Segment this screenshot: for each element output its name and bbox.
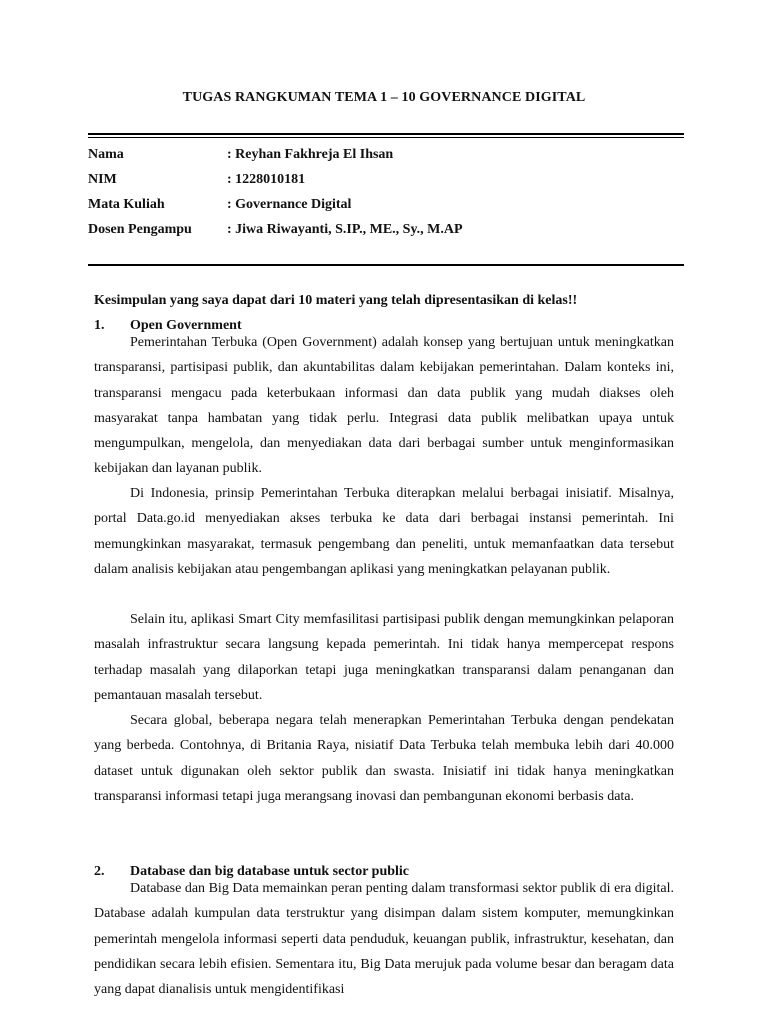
paragraph: Di Indonesia, prinsip Pemerintahan Terbuka diterapkan melalui berbagai inisiatif. Misalnya, portal Data.go.id menyediakan akses terbuka ke data dari berbagai instansi pemerintah. Ini memungkinkan masyarakat, termasuk pengembang dan peneliti, untuk memanfaatkan data tersebut dalam analisis kebijakan atau pengembangan aplikasi yang meningkatkan pelayanan publik. [94,486,674,577]
header-double-rule-bottom [88,137,684,138]
paragraph: Secara global, beberapa negara telah menerapkan Pemerintahan Terbuka dengan pendekatan yang berbeda. Contohnya, di Britania Raya, nisiatif Data Terbuka telah membuka lebih dari 40.000 dataset untuk digunakan oleh sektor publik dan swasta. Inisiatif ini tidak hanya meningkatkan transparansi informasi tetapi juga merangsang inovasi dan pembangunan ekonomi berbasis data. [94,713,674,804]
section-number: 1. [94,318,105,333]
info-row-mata-kuliah [88,192,463,217]
summary-heading: Kesimpulan yang saya dapat dari 10 materi yang telah dipresentasikan di kelas!! [94,293,578,308]
section-title-text: Database dan big database untuk sector public [130,864,410,879]
paragraph: Database dan Big Data memainkan peran penting dalam transformasi sektor publik di era digital. Database adalah kumpulan data terstruktur yang disimpan dalam sistem komputer, memungkinkan pemerintah mengelola informasi seperti data penduduk, keuangan publik, infrastruktur, kesehatan, dan pendidikan secara lebih efisien. Sementara itu, Big Data merujuk pada volume besar dan beragam data yang dapat dianalisis untuk mengidentifikasi [94,881,674,998]
document-title: TUGAS RANGKUMAN TEMA 1 – 10 GOVERNANCE DIGITAL [182,90,586,105]
info-label: Mata Kuliah [88,197,165,212]
paragraph: Selain itu, aplikasi Smart City memfasilitasi partisipasi publik dengan memungkinkan pelaporan masalah infrastruktur secara langsung kepada pemerintah. Ini tidak hanya mempercepat respons terhadap masalah yang dilaporkan tetapi juga meningkatkan transparansi dalam penanganan dan pemantauan masalah tersebut. [94,612,674,703]
student-info-block [88,142,463,242]
info-label: Nama [88,147,124,162]
info-value: : 1228010181 [227,172,306,187]
paragraph: Pemerintahan Terbuka (Open Government) adalah konsep yang bertujuan untuk meningkatkan transparansi, partisipasi publik, dan akuntabilitas dalam kebijakan pemerintahan. Dalam konteks ini, transparansi mengacu pada keterbukaan informasi dan data publik yang mudah diakses oleh masyarakat tanpa hambatan yang tidak perlu. Integrasi data publik melibatkan upaya untuk mengumpulkan, mengelola, dan menyediakan data dari berbagai sumber untuk menginformasikan kebijakan dan layanan publik. [94,335,674,477]
info-label: NIM [88,172,117,187]
section-title-text: Open Government [130,318,242,333]
section-number: 2. [94,864,105,879]
info-value: : Governance Digital [227,197,352,212]
info-label: Dosen Pengampu [88,222,192,237]
info-value: : Jiwa Riwayanti, S.IP., ME., Sy., M.AP [227,222,463,237]
info-value: : Reyhan Fakhreja El Ihsan [227,147,394,162]
header-bottom-rule [88,264,684,266]
info-row-dosen-pengampu [88,217,463,242]
header-double-rule-top [88,133,684,135]
info-row-nim [88,167,463,192]
info-row-nama [88,142,463,167]
